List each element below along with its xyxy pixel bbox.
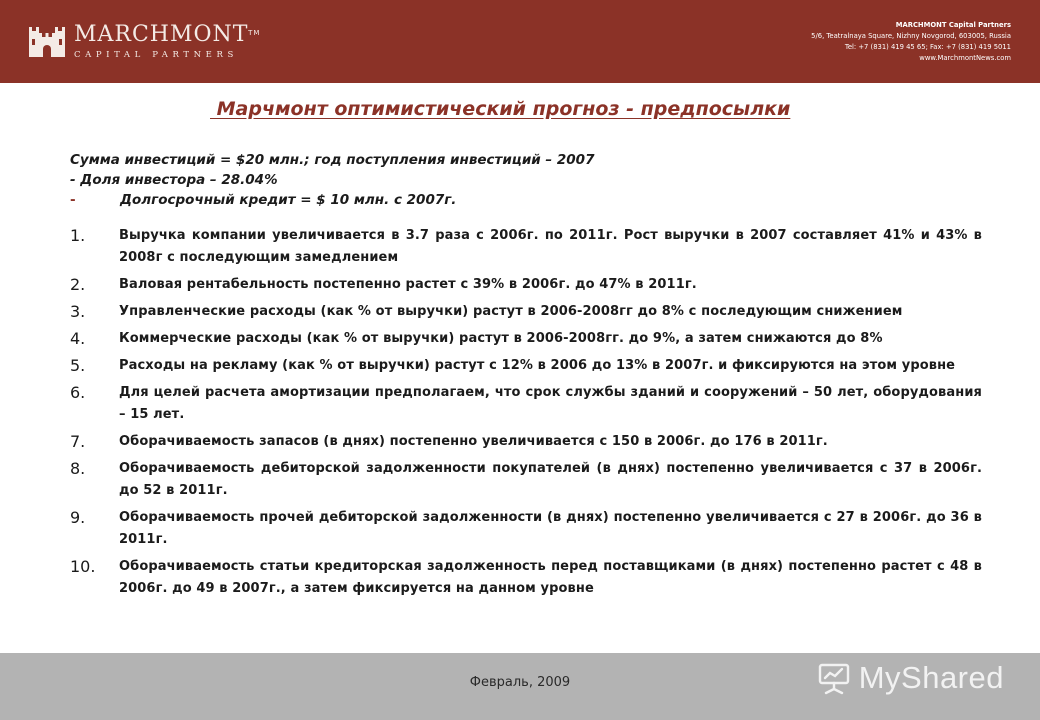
list-item-number: 5. (70, 356, 86, 375)
intro-line-credit (70, 190, 980, 210)
intro-line-investor-share: - Доля инвестора – 28.04% (70, 172, 278, 188)
list-item (70, 458, 982, 502)
list-item-number: 9. (70, 508, 86, 527)
list-item-number: 2. (70, 275, 86, 294)
list-item-number: 7. (70, 432, 86, 451)
list-item (70, 556, 982, 600)
list-item-text: Расходы на рекламу (как % от выручки) растут с 12% в 2006 до 13% в 2007г. и фиксируются на этом уровне (119, 358, 956, 373)
list-item-text: Коммерческие расходы (как % от выручки) растут в 2006-2008гг. до 9%, а затем снижаются до 8% (119, 331, 883, 346)
watermark (817, 660, 1004, 696)
list-item-number: 1. (70, 226, 86, 245)
list-item-number: 3. (70, 302, 86, 321)
contact-info (811, 20, 1011, 64)
list-item-number: 8. (70, 459, 86, 478)
slide-title: Марчмонт оптимистический прогноз - предпосылки (210, 98, 791, 120)
list-item-number: 6. (70, 383, 86, 402)
contact-phone: Tel: +7 (831) 419 45 65; Fax: +7 (831) 419 5011 (844, 43, 1011, 51)
intro-line-credit-text: Долгосрочный кредит = $ 10 млн. с 2007г. (120, 192, 457, 208)
list-item (70, 355, 982, 377)
intro-line-investment: Сумма инвестиций = $20 млн.; год поступления инвестиций – 2007 (70, 152, 595, 168)
footer-date: Февраль, 2009 (469, 675, 571, 690)
list-item-number: 4. (70, 329, 86, 348)
logo-trademark: TM (248, 29, 261, 37)
logo-subtitle: CAPITAL PARTNERS (74, 50, 238, 60)
contact-company: MARCHMONT Capital Partners (895, 21, 1011, 29)
list-item (70, 382, 982, 426)
list-item-text: Оборачиваемость прочей дебиторской задолженности (в днях) постепенно увеличивается с 27 в 2006г. до 36 в 2011г. (119, 510, 982, 547)
contact-address: 5/6, Teatralnaya Square, Nizhny Novgorod, 603005, Russia (811, 32, 1011, 40)
watermark-text: MyShared (858, 660, 1004, 695)
list-item-text: Для целей расчета амортизации предполагаем, что срок службы зданий и сооружений – 50 лет, оборудования – 15 лет. (119, 385, 982, 422)
list-item (70, 225, 982, 269)
list-item-text: Управленческие расходы (как % от выручки) растут в 2006-2008гг до 8% с последующим снижением (119, 304, 903, 319)
logo-name: MARCHMONT (74, 22, 249, 47)
bullet-dash: - (70, 192, 76, 208)
intro-block (70, 150, 980, 210)
list-item (70, 328, 982, 350)
castle-logo-icon (28, 25, 66, 59)
presentation-board-icon (817, 661, 851, 695)
assumptions-list (70, 225, 982, 605)
list-item (70, 301, 982, 323)
list-item (70, 507, 982, 551)
header-bar (0, 0, 1040, 83)
list-item-text: Оборачиваемость статьи кредиторская задолженность перед поставщиками (в днях) постепенно растет с 48 в 2006г. до 49 в 2007г., а затем фиксируется на данном уровне (119, 559, 982, 596)
list-item-text: Выручка компании увеличивается в 3.7 раза с 2006г. по 2011г. Рост выручки в 2007 составляет 41% и 43% в 2008г с последующим замедлением (119, 228, 982, 265)
contact-website[interactable]: www.MarchmontNews.com (919, 54, 1011, 62)
list-item-number: 10. (70, 557, 96, 576)
logo (28, 22, 261, 62)
list-item-text: Валовая рентабельность постепенно растет с 39% в 2006г. до 47% в 2011г. (119, 277, 697, 292)
list-item-text: Оборачиваемость запасов (в днях) постепенно увеличивается с 150 в 2006г. до 176 в 2011г. (119, 434, 828, 449)
list-item (70, 431, 982, 453)
list-item-text: Оборачиваемость дебиторской задолженности покупателей (в днях) постепенно увеличивается с 37 в 2006г. до 52 в 2011г. (119, 461, 982, 498)
list-item (70, 274, 982, 296)
